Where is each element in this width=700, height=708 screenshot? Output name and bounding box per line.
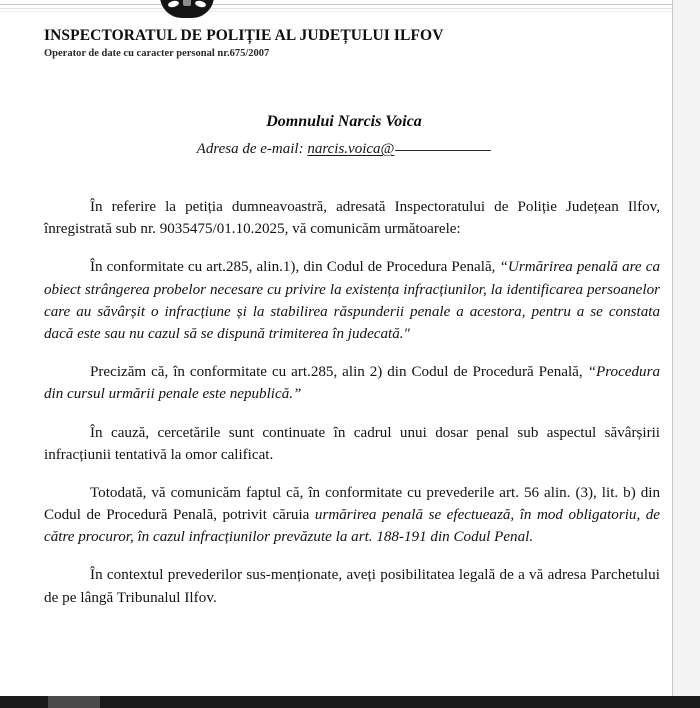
email-address: narcis.voica@: [307, 140, 395, 157]
paragraph-article-285-1-quote: “Urmărirea penală are ca obiect strângerea probelor necesare cu privire la existența infracțiunilor, la identificarea persoanelor care au săvârșit o infracțiune și la stabilirea răspunderii penale a acestora, pentru a se constata dacă este sau nu cazul să se dispună trimiterea în judecată.": [44, 259, 660, 342]
paragraph-reference-text: În referire la petiția dumneavoastră, adresată Inspectoratului de Poliție Județean Ilfov, înregistrată sub nr. 9035475/01.10.2025, vă comunicăm următoarele:: [44, 199, 660, 238]
addressee-block: [44, 112, 644, 159]
scan-edge-line: [0, 8, 672, 9]
paragraph-reference: [44, 196, 660, 240]
police-crest-emblem-icon: [160, 0, 214, 18]
page-right-gutter: [672, 0, 700, 708]
paragraph-article-285-1-lead: În conformitate cu art.285, alin.1), din Codul de Procedura Penală,: [90, 259, 500, 276]
paragraph-legal-recourse-text: În contextul prevederilor sus-menționate, aveți posibilitatea legală de a vă adresa Parchetului de pe lângă Tribunalul Ilfov.: [44, 567, 660, 606]
scan-edge-line: [0, 11, 672, 12]
paragraph-article-56-quote: urmărirea penală se efectuează, în mod obligatoriu, de către procuror, în cazul infracțiunilor prevăzute la art. 188-191 din Codul Penal.: [44, 507, 661, 546]
paragraph-legal-recourse: [44, 564, 660, 608]
crest-beak: [183, 0, 191, 6]
addressee-email-row: [44, 140, 644, 160]
letter-body: [44, 196, 660, 625]
organization-name: INSPECTORATUL DE POLIȚIE AL JUDEȚULUI ILFOV: [44, 27, 444, 44]
paragraph-case-status: [44, 422, 660, 466]
paragraph-article-285-1: [44, 256, 660, 345]
email-redacted-blank: [395, 150, 491, 151]
paragraph-article-56-lead: Totodată, vă comunicăm faptul că, în conformitate cu prevederile art. 56 alin. (3), lit. b) din Codul de Procedură Penală, potrivit căruia: [44, 484, 660, 524]
paragraph-article-56: [44, 482, 660, 549]
letterhead: [44, 28, 644, 60]
data-operator-line: Operator de date cu caracter personal nr.675/2007: [44, 48, 270, 60]
paragraph-article-285-2-quote: “Procedura din cursul urmării penale este nepublică.”: [44, 364, 660, 403]
paragraph-article-285-2: [44, 361, 660, 405]
capture-bottom-band-notch: [48, 696, 100, 708]
paragraph-article-285-2-lead: Precizăm că, în conformitate cu art.285, alin 2) din Codul de Procedură Penală,: [90, 364, 583, 381]
capture-bottom-band: [0, 696, 700, 708]
scan-edge-line: [0, 4, 672, 5]
paragraph-case-status-text: În cauză, cercetările sunt continuate în cadrul unui dosar penal sub aspectul săvârșirii infracțiunii tentativă la omor calificat.: [44, 424, 660, 463]
email-label: Adresa de e-mail:: [196, 140, 304, 157]
addressee-name: Domnului Narcis Voica: [266, 113, 422, 130]
